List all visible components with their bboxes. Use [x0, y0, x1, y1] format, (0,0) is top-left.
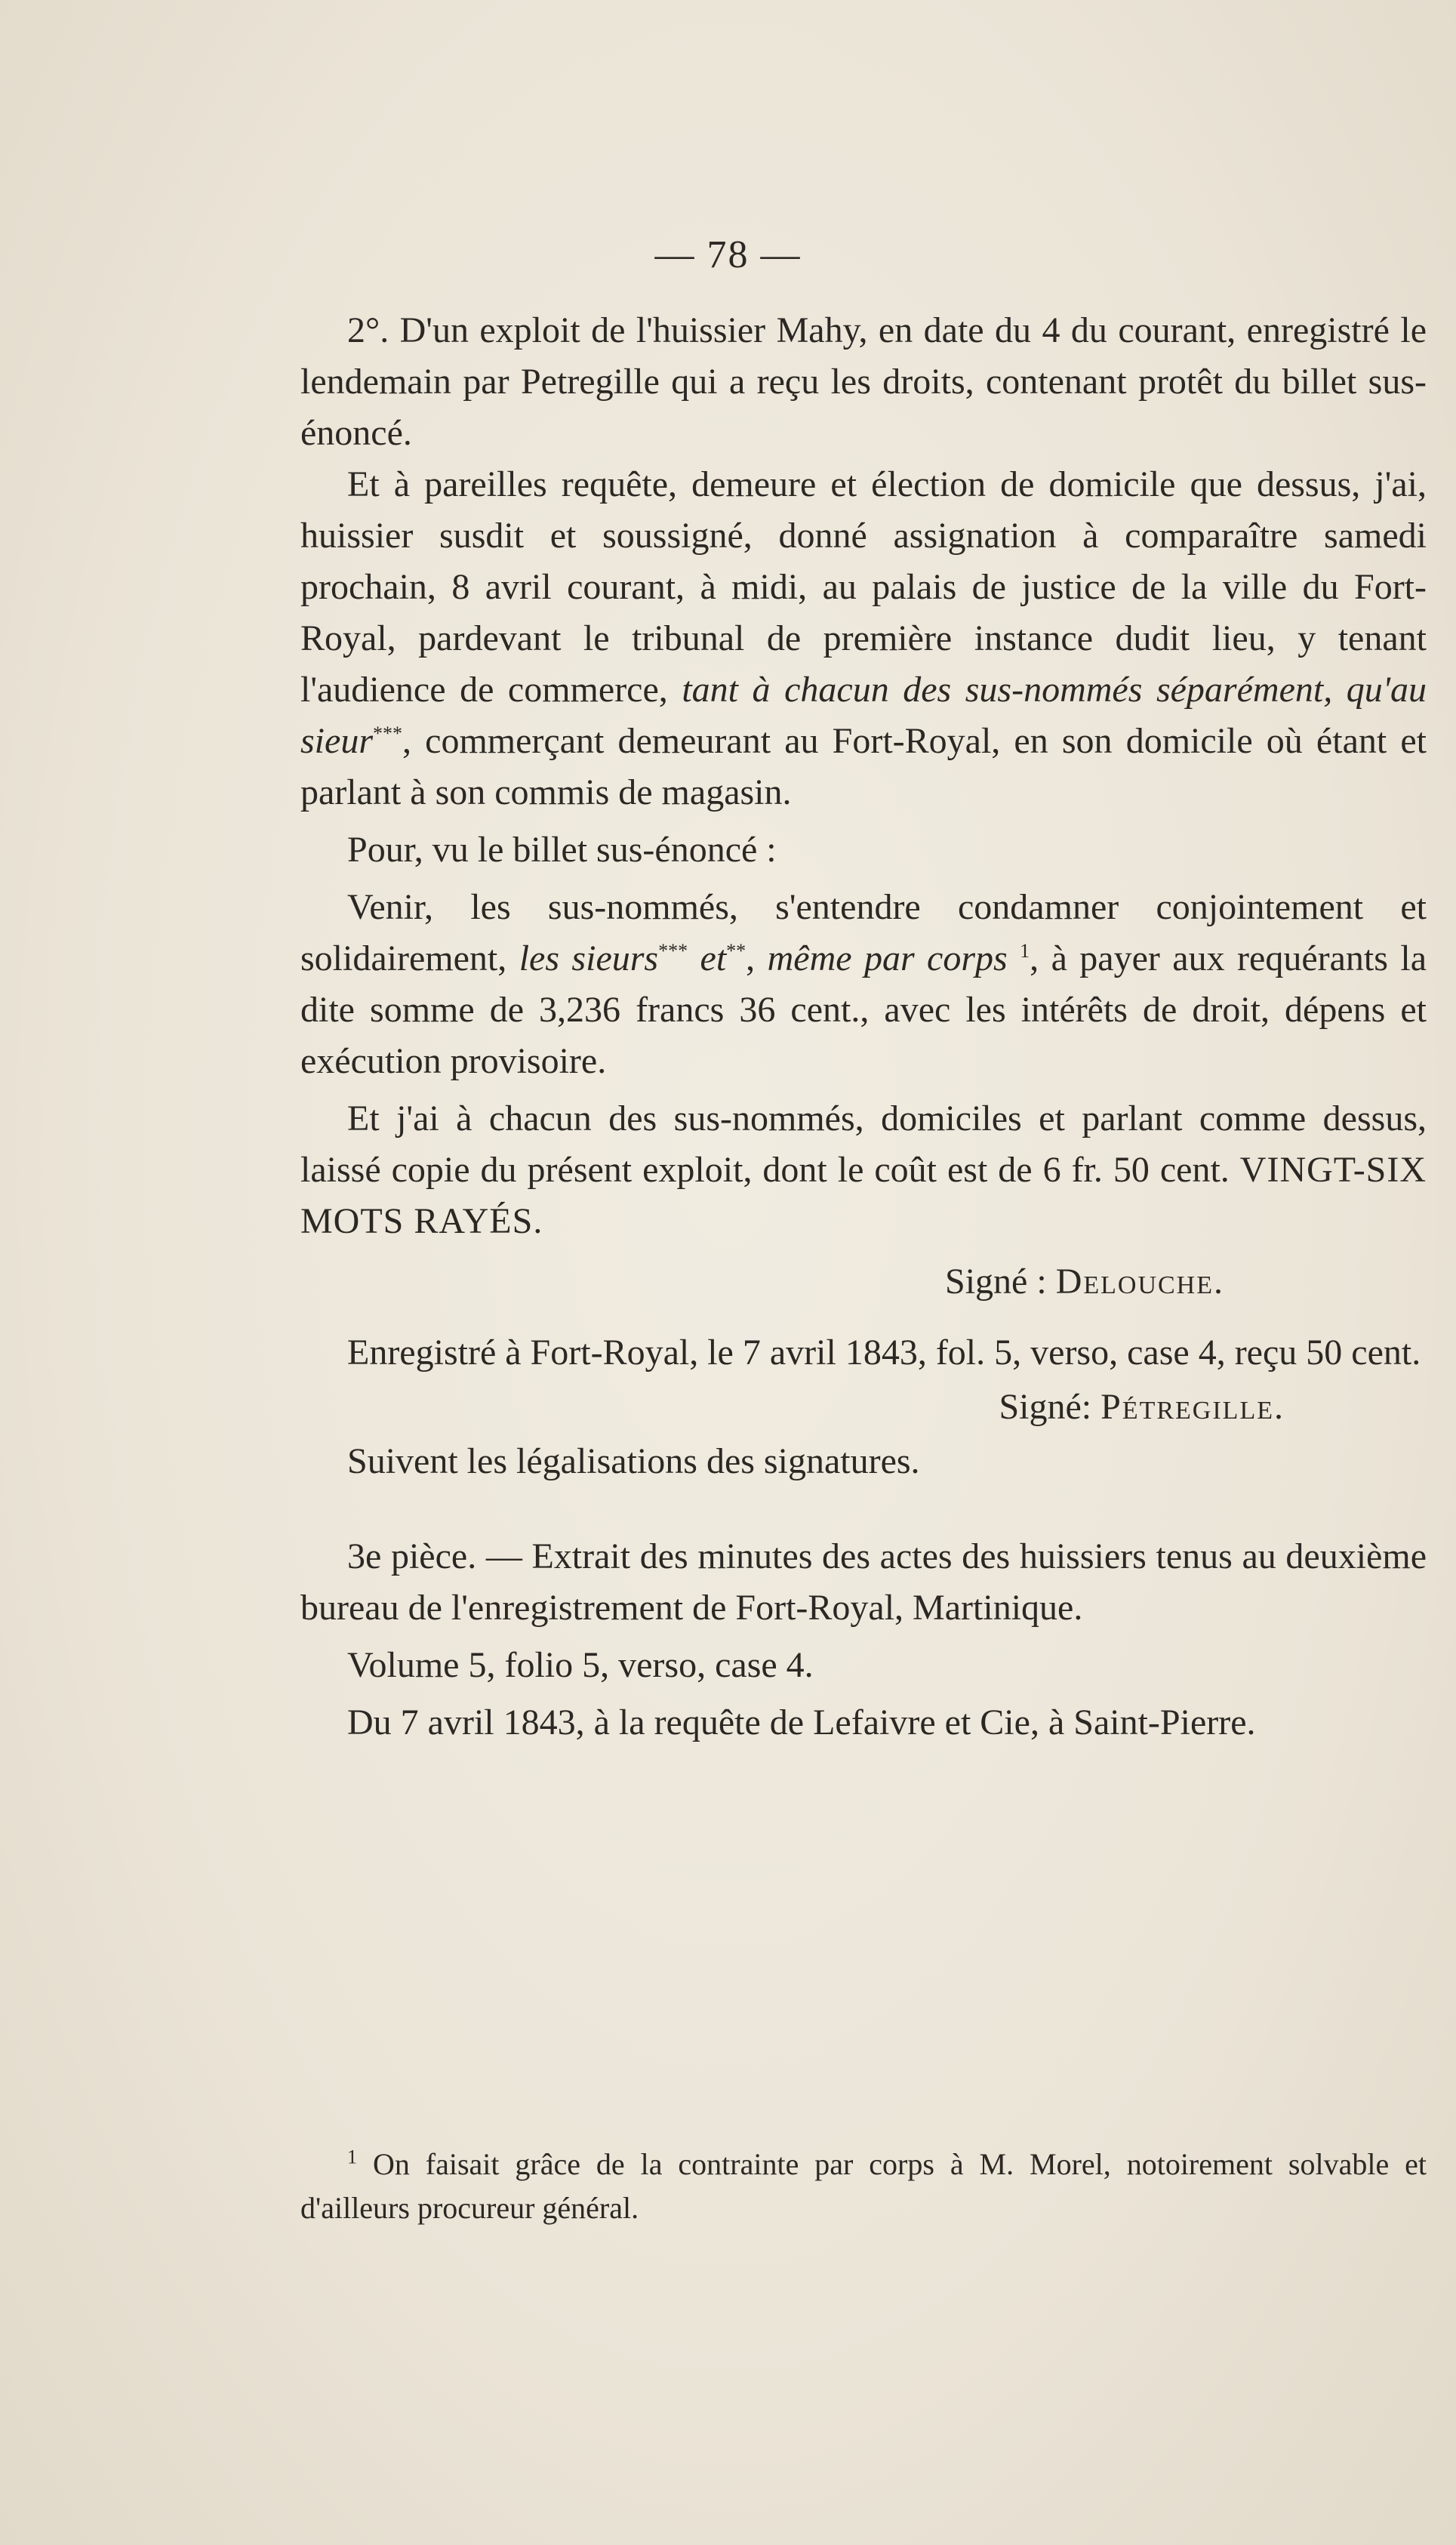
venir-italic-corps: même par corps	[767, 938, 1008, 978]
page-number: — 78 —	[654, 233, 802, 276]
assignation-italic: tant à chacun des sus-nommés séparément, qu'au sieur	[300, 670, 1427, 761]
venir-asterisks-1: ***	[658, 940, 688, 962]
footnote-text: On faisait grâce de la contrainte par corps à M. Morel, notoirement solvable et d'ailleurs procureur général.	[300, 2147, 1427, 2225]
venir-text: Venir, les sus-nommés, s'entendre condamner conjointement et solidairement,	[300, 887, 1427, 978]
venir-italic-sieurs: les sieurs	[519, 938, 659, 978]
copie-caps: VINGT-SIX MOTS RAYÉS.	[300, 1150, 1427, 1241]
paragraph-assignation	[300, 459, 1427, 818]
assignation-asterisks: ***	[373, 723, 402, 744]
signature-petregille	[300, 1382, 1427, 1433]
assignation-text-end: , commerçant demeurant au Fort-Royal, en son domicile où étant et parlant à son commis de magasin.	[300, 721, 1427, 812]
assignation-text: Et à pareilles requête, demeure et élection de domicile que dessus, j'ai, huissier susdit et soussigné, donné assignation à comparaître samedi prochain, 8 avril courant, à midi, au palais de justice de la ville du Fort-Royal, pardevant le tribunal de première instance dudit lieu, y tenant l'audience de commerce,	[300, 464, 1427, 710]
venir-comma: ,	[746, 938, 756, 978]
paragraph-copie	[300, 1093, 1427, 1247]
paragraph-legalisations: Suivent les légalisations des signatures.	[347, 1441, 920, 1481]
footnote	[300, 2143, 1427, 2230]
footnote-mark: 1	[347, 2146, 357, 2168]
paragraph-volume: Volume 5, folio 5, verso, case 4.	[347, 1645, 814, 1685]
copie-text: Et j'ai à chacun des sus-nommés, domiciles et parlant comme dessus, laissé copie du présent exploit, dont le coût est de 6 fr. 50 cent.	[300, 1098, 1427, 1190]
body-text	[300, 305, 1427, 1749]
paragraph-pour: Pour, vu le billet sus-énoncé :	[347, 830, 777, 870]
paragraph-exploit: 2°. D'un exploit de l'huissier Mahy, en date du 4 du courant, enregistré le lendemain par Petregille qui a reçu les droits, contenant protêt du billet sus-énoncé.	[300, 310, 1427, 453]
paragraph-date-requete: Du 7 avril 1843, à la requête de Lefaivre et Cie, à Saint-Pierre.	[347, 1702, 1256, 1742]
venir-asterisks-2: **	[726, 940, 746, 962]
signature-delouche	[300, 1256, 1427, 1308]
venir-italic-et: et	[700, 938, 727, 978]
signature-name: Delouche.	[1055, 1262, 1224, 1302]
venir-text-end: , à payer aux requérants la dite somme de 3,236 francs 36 cent., avec les intérêts de droit, dépens et exécution provisoire.	[300, 938, 1427, 1081]
paragraph-troisieme-piece: 3e pièce. — Extrait des minutes des actes des huissiers tenus au deuxième bureau de l'enregistrement de Fort-Royal, Martinique.	[300, 1536, 1427, 1628]
footnote-reference: 1	[1020, 940, 1030, 962]
signature-label: Signé:	[999, 1387, 1092, 1427]
paragraph-venir	[300, 882, 1427, 1087]
paragraph-enregistre: Enregistré à Fort-Royal, le 7 avril 1843, fol. 5, verso, case 4, reçu 50 cent.	[347, 1333, 1421, 1373]
signature-name: Pétregille.	[1100, 1387, 1285, 1427]
signature-label: Signé :	[945, 1262, 1047, 1302]
